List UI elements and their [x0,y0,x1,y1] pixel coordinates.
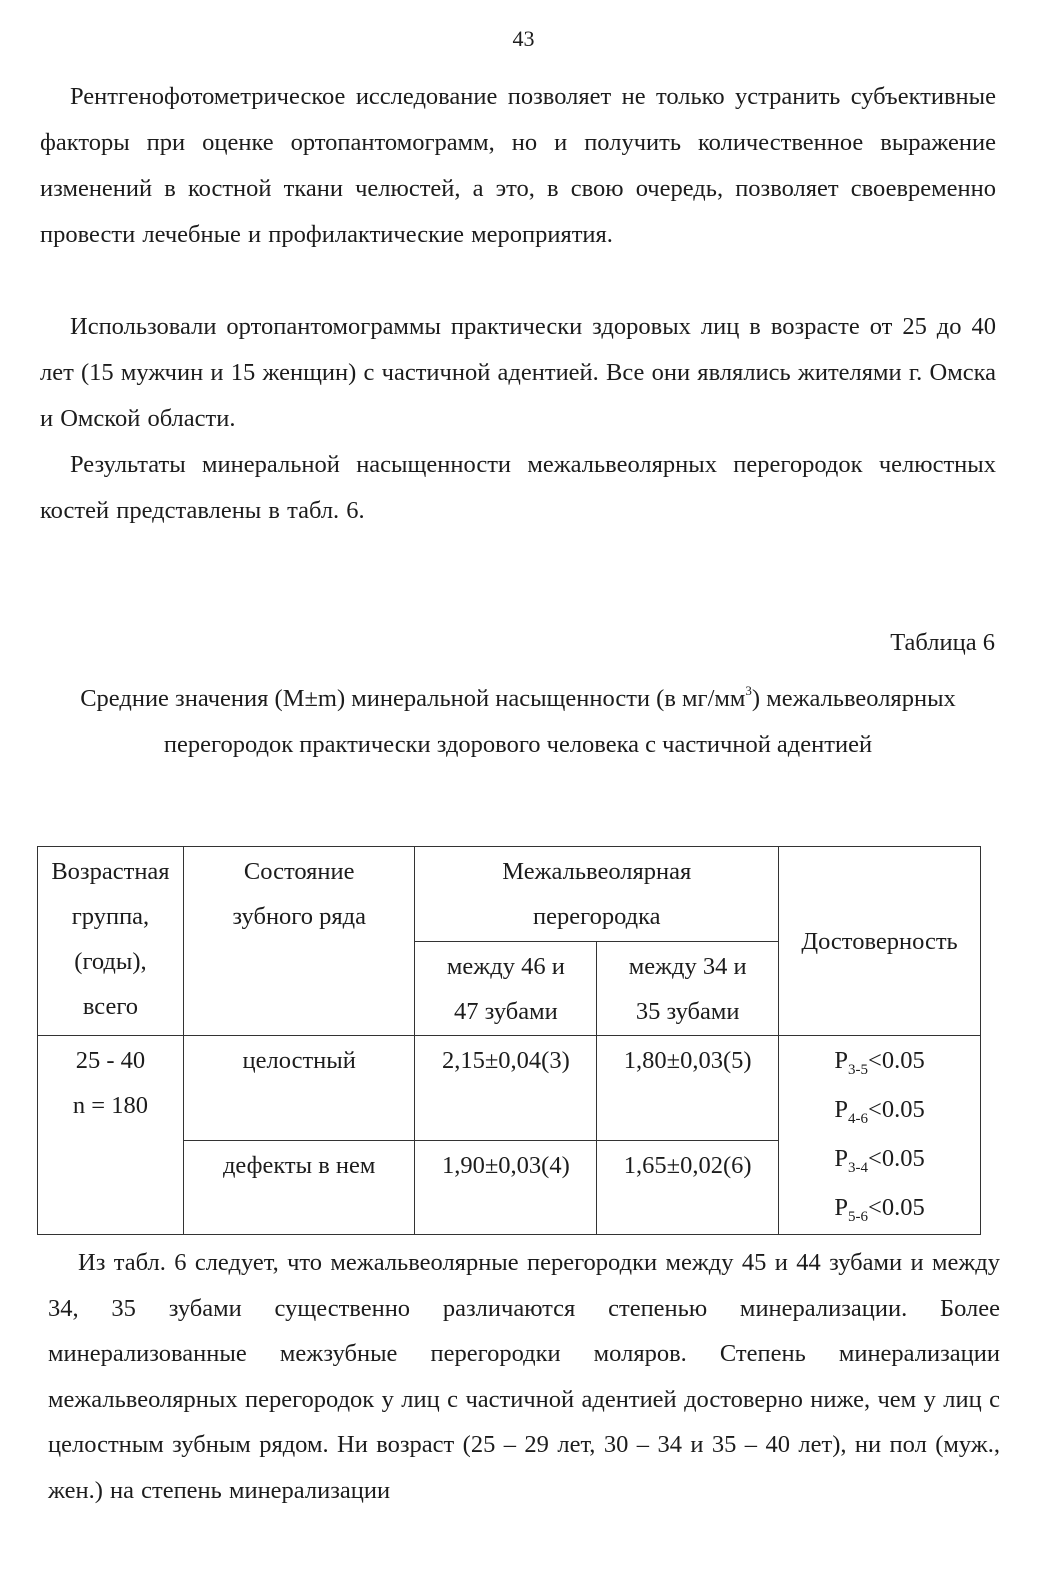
cell-value-46-47-intact: 2,15±0,04(3) [415,1036,597,1141]
header-septum: Межальвеолярная перегородка [415,847,779,942]
table-caption-part1: Средние значения (M±m) минеральной насыщенности (в мг/мм [80,685,746,713]
header-between-46-47: между 46 и 47 зубами [415,942,597,1036]
header-between-34-35: между 34 и 35 зубами [597,942,779,1036]
cell-significance [779,1036,981,1235]
cell-state-intact: целостный [183,1036,415,1141]
page-number: 43 [512,26,535,51]
header-significance: Достоверность [779,847,981,1036]
cell-state-defects: дефекты в нем [183,1140,415,1234]
paragraph-methods: Использовали ортопантомограммы практически здоровых лиц в возрасте от 25 до 40 лет (15 мужчин и 15 женщин) с частичной адентией. Все они являлись жителями г. Омска и Омской области. [40,313,996,432]
paragraph-results: Результаты минеральной насыщенности межальвеолярных перегородок челюстных костей представлены в табл. 6. [40,451,996,524]
significance-p34: $P_{3-4}<0.05$ [834,1145,925,1176]
table-label: Таблица 6 [890,629,995,656]
cell-value-34-35-defects: 1,65±0,02(6) [597,1140,779,1234]
header-dentition-state: Состояние зубного ряда [183,847,415,1036]
significance-p56: $P_{5-6}<0.05$ [834,1194,925,1225]
significance-p35: $P_{3-5}<0.05$ [834,1047,925,1078]
table-caption-superscript: 3 [745,683,752,698]
paragraph-intro: Рентгенофотометрическое исследование позволяет не только устранить субъективные факторы при оценке ортопантомограмм, но и получить количественное выражение изменений в костной ткани челюстей, а это, в свою очередь, позволяет своевременно провести лечебные и профилактические мероприятия. [40,83,996,248]
table-caption-part2: ) межальвеолярных перегородок практически здорового человека с частичной адентией [163,685,956,759]
cell-value-34-35-intact: 1,80±0,03(5) [597,1036,779,1141]
table-caption [40,670,996,768]
significance-p46: $P_{4-6}<0.05$ [834,1096,925,1127]
header-age-group: Возрастная группа, (годы), всего [38,847,184,1036]
cell-value-46-47-defects: 1,90±0,03(4) [415,1140,597,1234]
paragraph-conclusion: Из табл. 6 следует, что межальвеолярные перегородки между 45 и 44 зубами и между 34, 35 зубами существенно различаются степенью минерализации. Более минерализованные межзубные перегородки моляров. Степень минерализации межальвеолярных перегородок у лиц с частичной адентией достоверно ниже, чем у лиц с целостным зубным рядом. Ни возраст (25 – 29 лет, 30 – 34 и 35 – 40 лет), ни пол (муж., жен.) на степень минерализации [48,1249,1000,1504]
cell-age-group: 25 - 40 n = 180 [38,1036,184,1235]
mineral-saturation-table [37,846,981,1235]
